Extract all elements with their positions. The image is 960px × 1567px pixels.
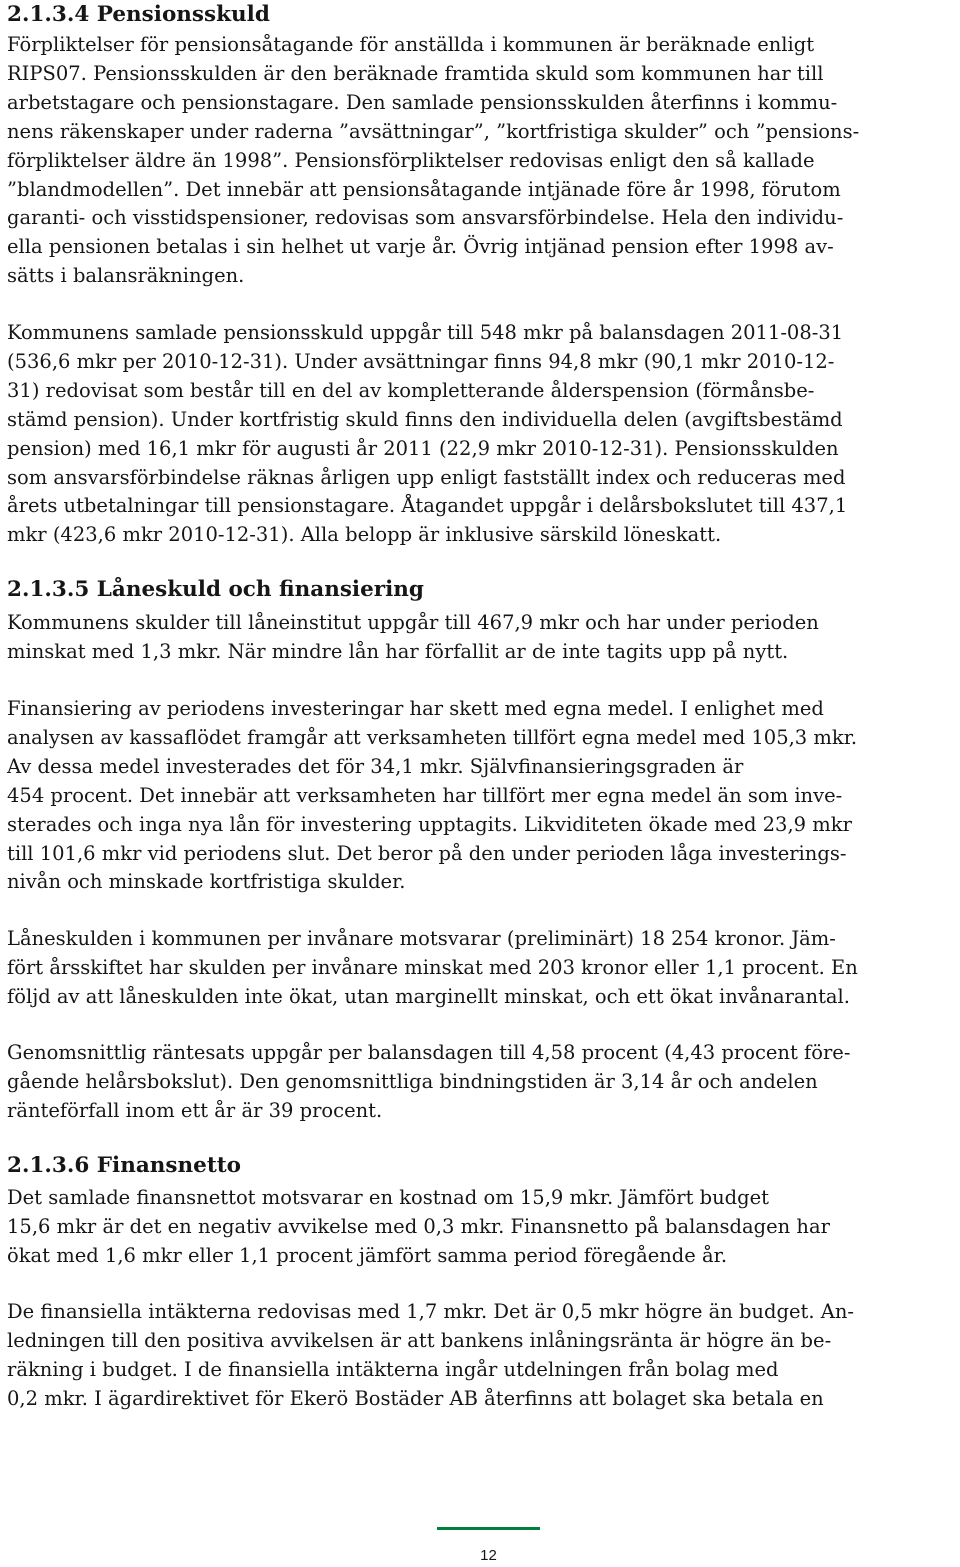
text-line: Av dessa medel investerades det för 34,1 mkr. Självfinansieringsgraden är (7, 754, 744, 778)
text-line: följd av att låneskulden inte ökat, utan marginellt minskat, och ett ökat invånarantal. (7, 984, 850, 1008)
text-line: som ansvarsförbindelse räknas årligen upp enligt fastställt index och reduceras med (7, 465, 846, 489)
text-line: garanti- och visstidspensioner, redovisas som ansvarsförbindelse. Hela den individu- (7, 206, 844, 230)
text-line: 0,2 mkr. I ägardirektivet för Ekerö Bostäder AB återfinns att bolaget ska betala en (7, 1386, 824, 1410)
text-line: 31) redovisat som består till en del av kompletterande ålderspension (förmånsbe- (7, 378, 815, 402)
text-line: ledningen till den positiva avvikelsen är att bankens inlåningsränta är högre än be- (7, 1328, 832, 1352)
paragraph-finansiella-intakter (7, 1298, 854, 1414)
text-line: pension) med 16,1 mkr för augusti år 2011 (22,9 mkr 2010-12-31). Pensionsskulden (7, 436, 839, 460)
section-heading-pensionsskuld: 2.1.3.4 Pensionsskuld (7, 2, 270, 27)
text-line: (536,6 mkr per 2010-12-31). Under avsättningar finns 94,8 mkr (90,1 mkr 2010-12- (7, 349, 835, 373)
footer-rule (437, 1527, 540, 1530)
text-line: sterades och inga nya lån för investering upptagits. Likviditeten ökade med 23,9 mkr (7, 812, 852, 836)
text-line: ella pensionen betalas i sin helhet ut varje år. Övrig intjänad pension efter 1998 av- (7, 235, 834, 259)
text-line: 15,6 mkr är det en negativ avvikelse med 0,3 mkr. Finansnetto på balansdagen har (7, 1214, 830, 1238)
paragraph-finansnetto-1 (7, 1184, 830, 1271)
text-line: gående helårsbokslut). Den genomsnittliga bindningstiden är 3,14 år och andelen (7, 1069, 818, 1093)
text-line: arbetstagare och pensionstagare. Den samlade pensionsskulden återfinns i kommu- (7, 90, 838, 114)
text-line: nens räkenskaper under raderna ”avsättningar”, ”kortfristiga skulder” och ”pensions- (7, 119, 860, 143)
section-heading-finansnetto: 2.1.3.6 Finansnetto (7, 1153, 242, 1178)
text-line: Låneskulden i kommunen per invånare motsvarar (preliminärt) 18 254 kronor. Jäm- (7, 927, 836, 950)
paragraph-rantesats (7, 1039, 850, 1126)
text-line: sätts i balansräkningen. (7, 264, 245, 288)
page-number: 12 (480, 1547, 497, 1564)
text-line: Genomsnittlig räntesats uppgår per balansdagen till 4,58 procent (4,43 procent före- (7, 1041, 851, 1064)
paragraph-laneskuld-per-invanare (7, 925, 858, 1012)
text-line: Kommunens samlade pensionsskuld uppgår till 548 mkr på balansdagen 2011-08-31 (7, 321, 844, 344)
paragraph-laneskuld-1 (7, 609, 819, 667)
paragraph-pensionsskuld-1 (7, 31, 859, 291)
paragraph-pensionsskuld-2 (7, 319, 847, 550)
text-line: räkning i budget. I de finansiella intäkterna ingår utdelningen från bolag med (7, 1357, 779, 1381)
section-heading-laneskuld: 2.1.3.5 Låneskuld och finansiering (7, 577, 424, 602)
text-line: Förpliktelser för pensionsåtagande för anställda i kommunen är beräknade enligt (7, 33, 815, 56)
text-line: minskat med 1,3 mkr. När mindre lån har förfallit ar de inte tagits upp på nytt. (7, 639, 789, 663)
text-line: mkr (423,6 mkr 2010-12-31). Alla belopp är inklusive särskild löneskatt. (7, 523, 722, 547)
text-line: ökat med 1,6 mkr eller 1,1 procent jämfört samma period föregående år. (7, 1243, 728, 1267)
text-line: årets utbetalningar till pensionstagare. Åtagandet uppgår i delårsbokslutet till 437,1 (7, 494, 848, 518)
text-line: Det samlade finansnettot motsvarar en kostnad om 15,9 mkr. Jämfört budget (7, 1186, 770, 1209)
text-line: 454 procent. Det innebär att verksamheten har tillfört mer egna medel än som inve- (7, 783, 843, 807)
text-line: analysen av kassaflödet framgår att verksamheten tillfört egna medel med 105,3 mkr. (7, 725, 858, 749)
text-line: Kommunens skulder till låneinstitut uppgår till 467,9 mkr och har under perioden (7, 611, 819, 634)
text-line: Finansiering av periodens investeringar har skett med egna medel. I enlighet med (7, 697, 824, 720)
text-line: RIPS07. Pensionsskulden är den beräknade framtida skuld som kommunen har till (7, 61, 824, 85)
text-line: De finansiella intäkterna redovisas med 1,7 mkr. Det är 0,5 mkr högre än budget. An- (7, 1300, 854, 1323)
paragraph-finansiering (7, 695, 857, 897)
text-line: till 101,6 mkr vid periodens slut. Det beror på den under perioden låga investerings- (7, 841, 847, 865)
text-line: stämd pension). Under kortfristig skuld finns den individuella delen (avgiftsbestämd (7, 407, 843, 431)
text-line: ”blandmodellen”. Det innebär att pensionsåtagande intjänade före år 1998, förutom (7, 177, 841, 201)
text-line: nivån och minskade kortfristiga skulder. (7, 870, 406, 894)
text-line: förpliktelser äldre än 1998”. Pensionsförpliktelser redovisas enligt den så kallade (7, 148, 815, 172)
text-line: ränteförfall inom ett år är 39 procent. (7, 1098, 383, 1122)
text-line: fört årsskiftet har skulden per invånare minskat med 203 kronor eller 1,1 procent. En (7, 955, 858, 979)
